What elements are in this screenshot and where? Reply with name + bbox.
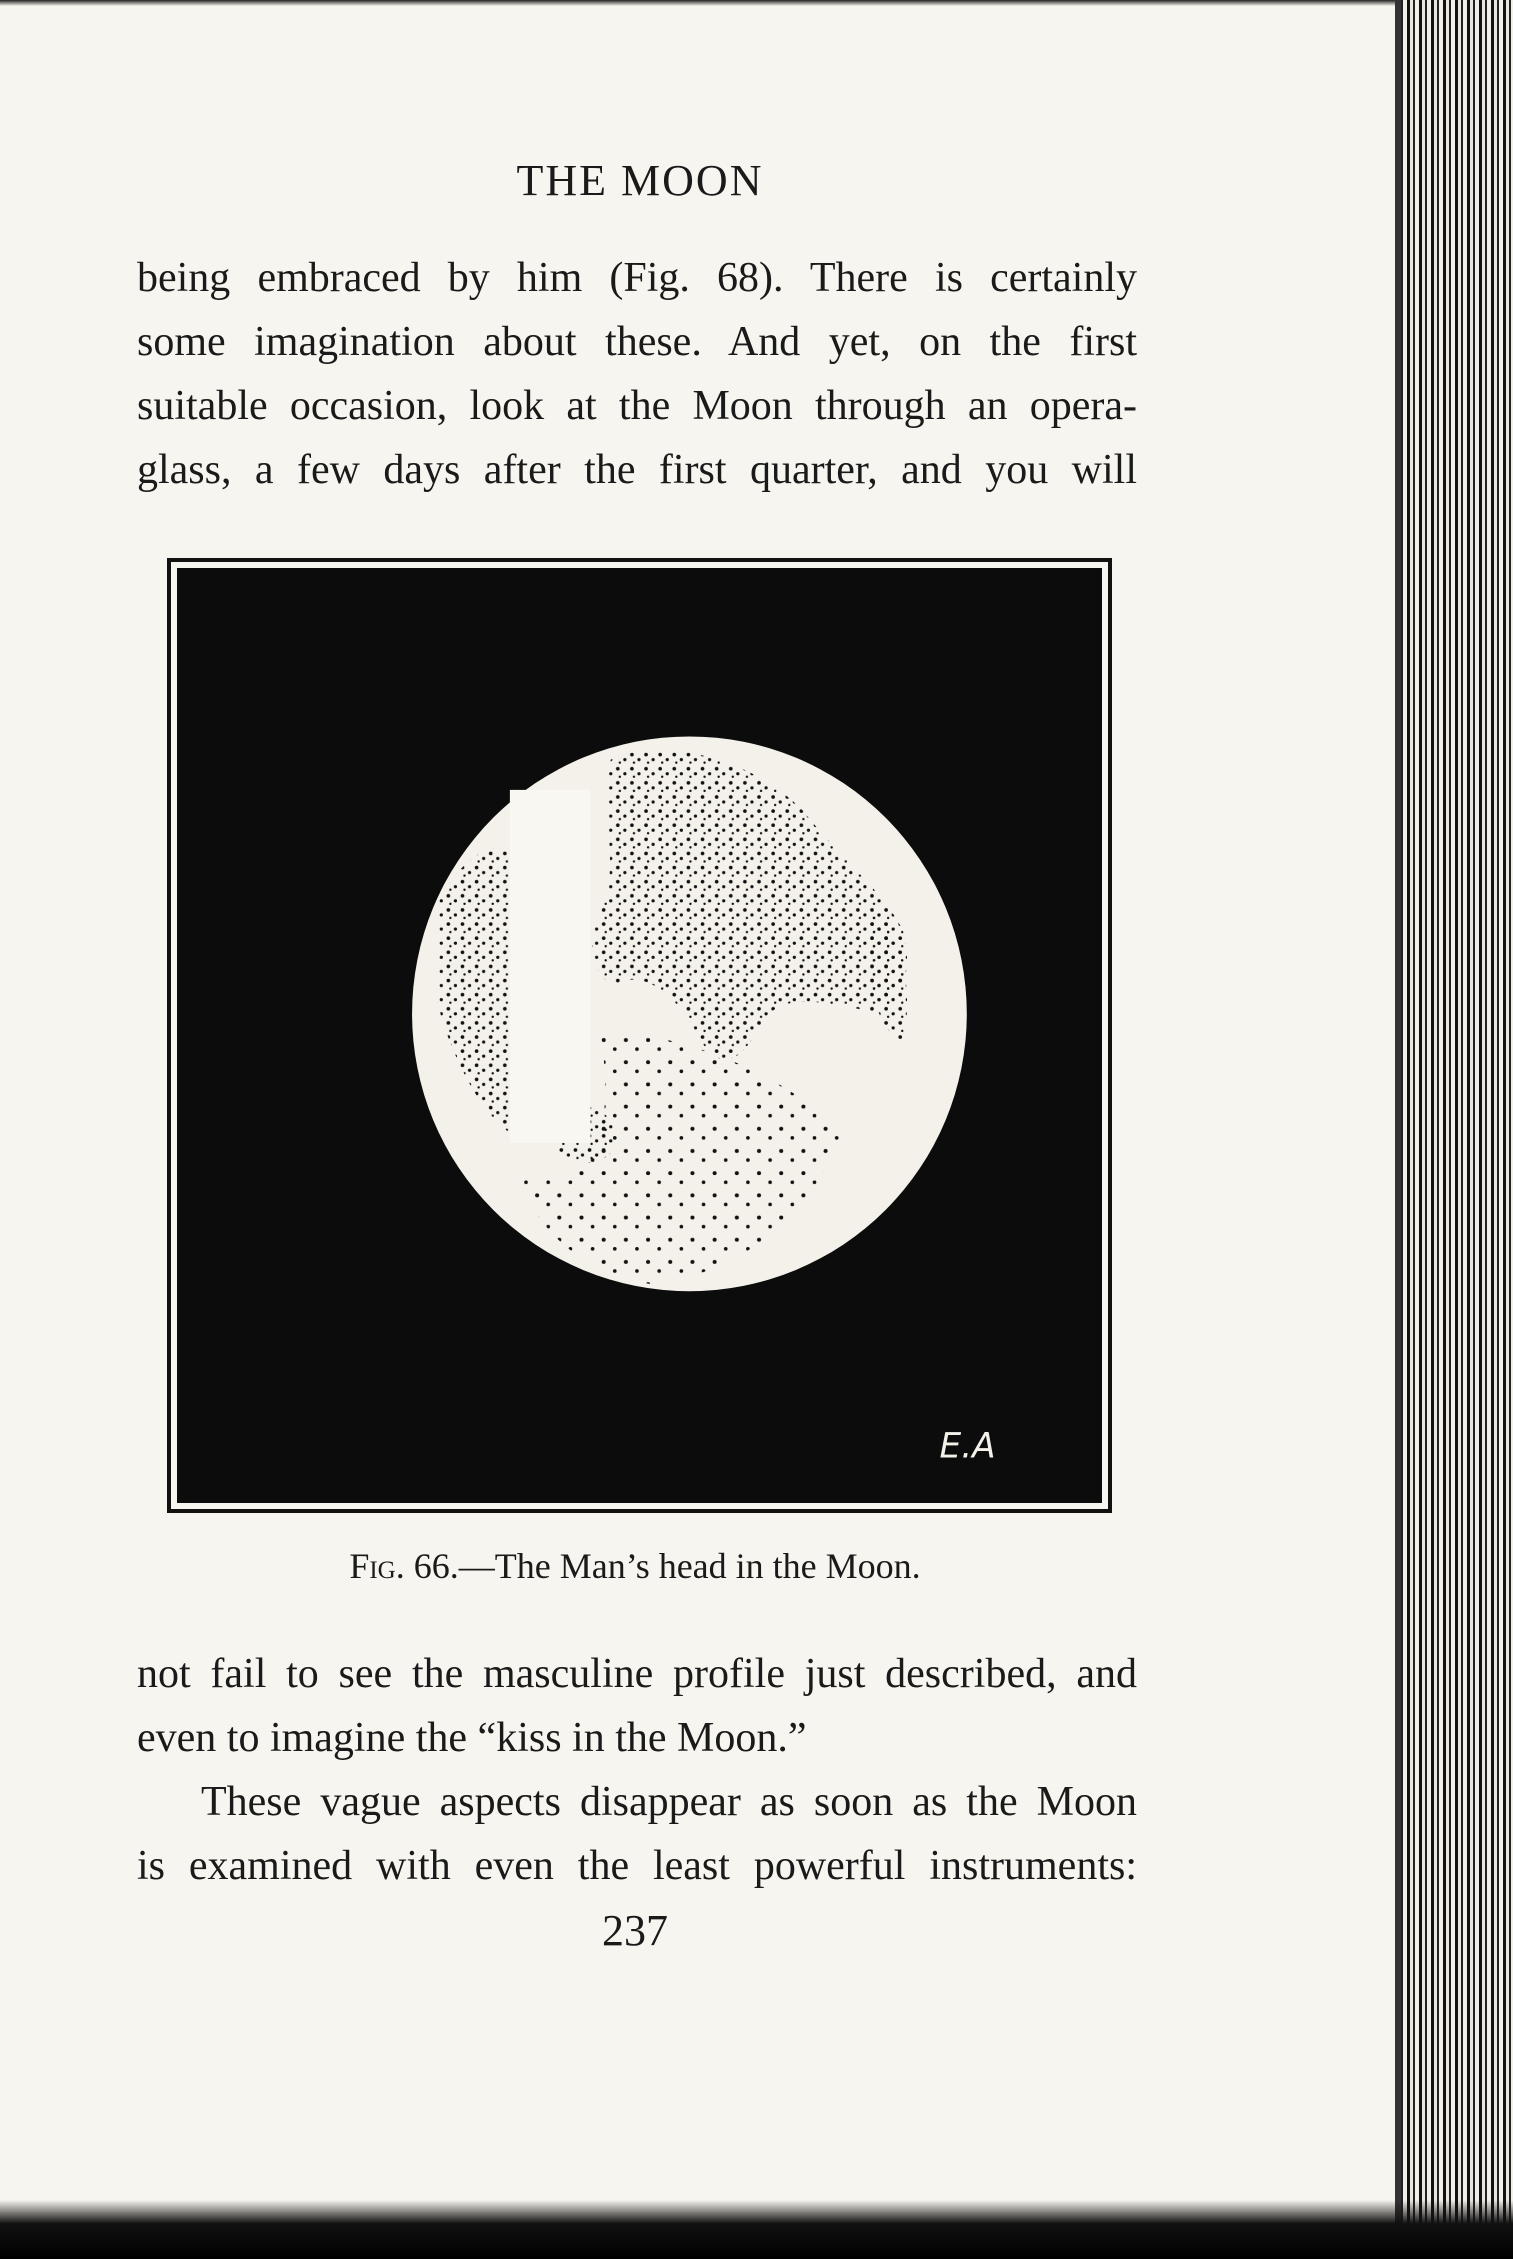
figure-caption	[0, 1545, 1270, 1587]
page-bottom-shadow	[0, 2200, 1513, 2259]
book-page-edges	[1395, 0, 1513, 2259]
paragraph-1-line-1: being embraced by him (Fig. 68). There is certainly	[137, 255, 1137, 301]
paragraph-2-line-1: not fail to see the masculine profile just described, and	[137, 1651, 1137, 1697]
paragraph-1-line-2: some imagination about these. And yet, on the first	[137, 319, 1137, 365]
moon-illustration	[177, 568, 1102, 1503]
paragraph-1	[137, 246, 1137, 502]
figure-caption-label: Fig. 66.	[349, 1546, 459, 1586]
running-head: THE MOON	[516, 156, 764, 205]
paragraph-2	[137, 1642, 1137, 1898]
paragraph-1-line-4: glass, a few days after the first quarter, and you will	[137, 447, 1137, 493]
moon-figure-frame	[177, 568, 1102, 1503]
figure-caption-text: —The Man’s head in the Moon.	[458, 1546, 921, 1586]
paragraph-1-line-3: suitable occasion, look at the Moon through an opera-	[137, 383, 1137, 429]
moon-figure	[167, 558, 1112, 1513]
page-top-shadow	[0, 0, 1405, 6]
artist-signature: E.A	[939, 1426, 996, 1467]
paragraph-3-line-1: These vague aspects disappear as soon as the Moon	[201, 1779, 1137, 1825]
page-number: 237	[602, 1906, 668, 1955]
moon-blank-patch	[510, 790, 591, 1143]
paragraph-2-line-2: even to imagine the “kiss in the Moon.”	[137, 1715, 807, 1761]
paragraph-3-line-2: is examined with even the least powerful instruments:	[137, 1843, 1137, 1889]
